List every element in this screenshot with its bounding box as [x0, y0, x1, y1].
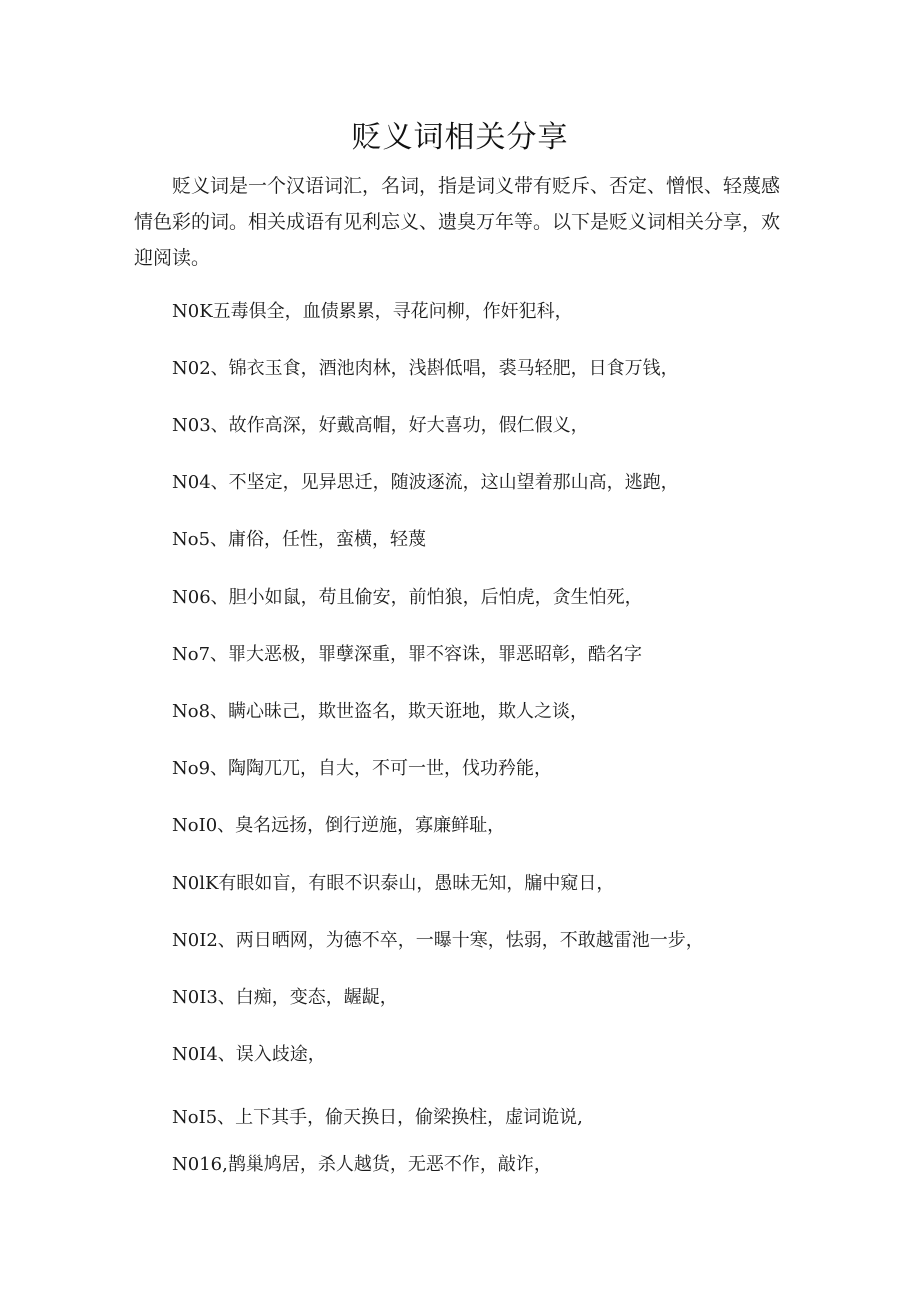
page-title: 贬义词相关分享	[351, 120, 569, 155]
list-item: No8、瞒心昧己，欺世盗名，欺天诳地，欺人之谈，	[172, 701, 589, 722]
list-item: NoI0、臭名远扬，倒行逆施，寡廉鲜耻，	[172, 815, 506, 836]
list-item: N0I3、白痴，变态，龌龊，	[172, 987, 398, 1008]
list-item: No5、庸俗，任性，蛮横，轻蔑	[172, 529, 427, 550]
list-item: NoI5、上下其手，偷天换日，偷梁换柱，虚词诡说,	[172, 1107, 583, 1128]
list-item: No7、罪大恶极，罪孽深重，罪不容诛，罪恶昭彰，酷名字	[172, 644, 643, 665]
list-item: N0K五毒俱全，血债累累，寻花问柳，作奸犯科，	[172, 301, 573, 322]
list-item: N016,鹊巢鸠居，杀人越货，无恶不作，敲诈，	[172, 1154, 552, 1175]
list-item: N04、不坚定，见异思迁，随波逐流，这山望着那山高，逃跑，	[172, 472, 679, 493]
list-item: N06、胆小如鼠，苟且偷安，前怕狼，后怕虎，贪生怕死，	[172, 587, 643, 608]
intro-paragraph: 贬义词是一个汉语词汇，名词，指是词义带有贬斥、否定、憎恨、轻蔑感情色彩的词。相关成语有见利忘义、遗臭万年等。以下是贬义词相关分享，欢迎阅读。	[134, 175, 781, 269]
list-item: N02、锦衣玉食，酒池肉林，浅斟低唱，裘马轻肥，日食万钱，	[172, 358, 679, 379]
list-item: N0lK有眼如盲，有眼不识泰山，愚昧无知，牖中窥日，	[172, 873, 615, 894]
list-item: N0I4、误入歧途，	[172, 1044, 326, 1065]
list-item: N0I2、两日晒网，为德不卒，一曝十寒，怯弱，不敢越雷池一步，	[172, 930, 704, 951]
list-item: N03、故作高深，好戴高帽，好大喜功，假仁假义，	[172, 415, 589, 436]
list-item: No9、陶陶兀兀，自大，不可一世，伐功矜能，	[172, 758, 553, 779]
